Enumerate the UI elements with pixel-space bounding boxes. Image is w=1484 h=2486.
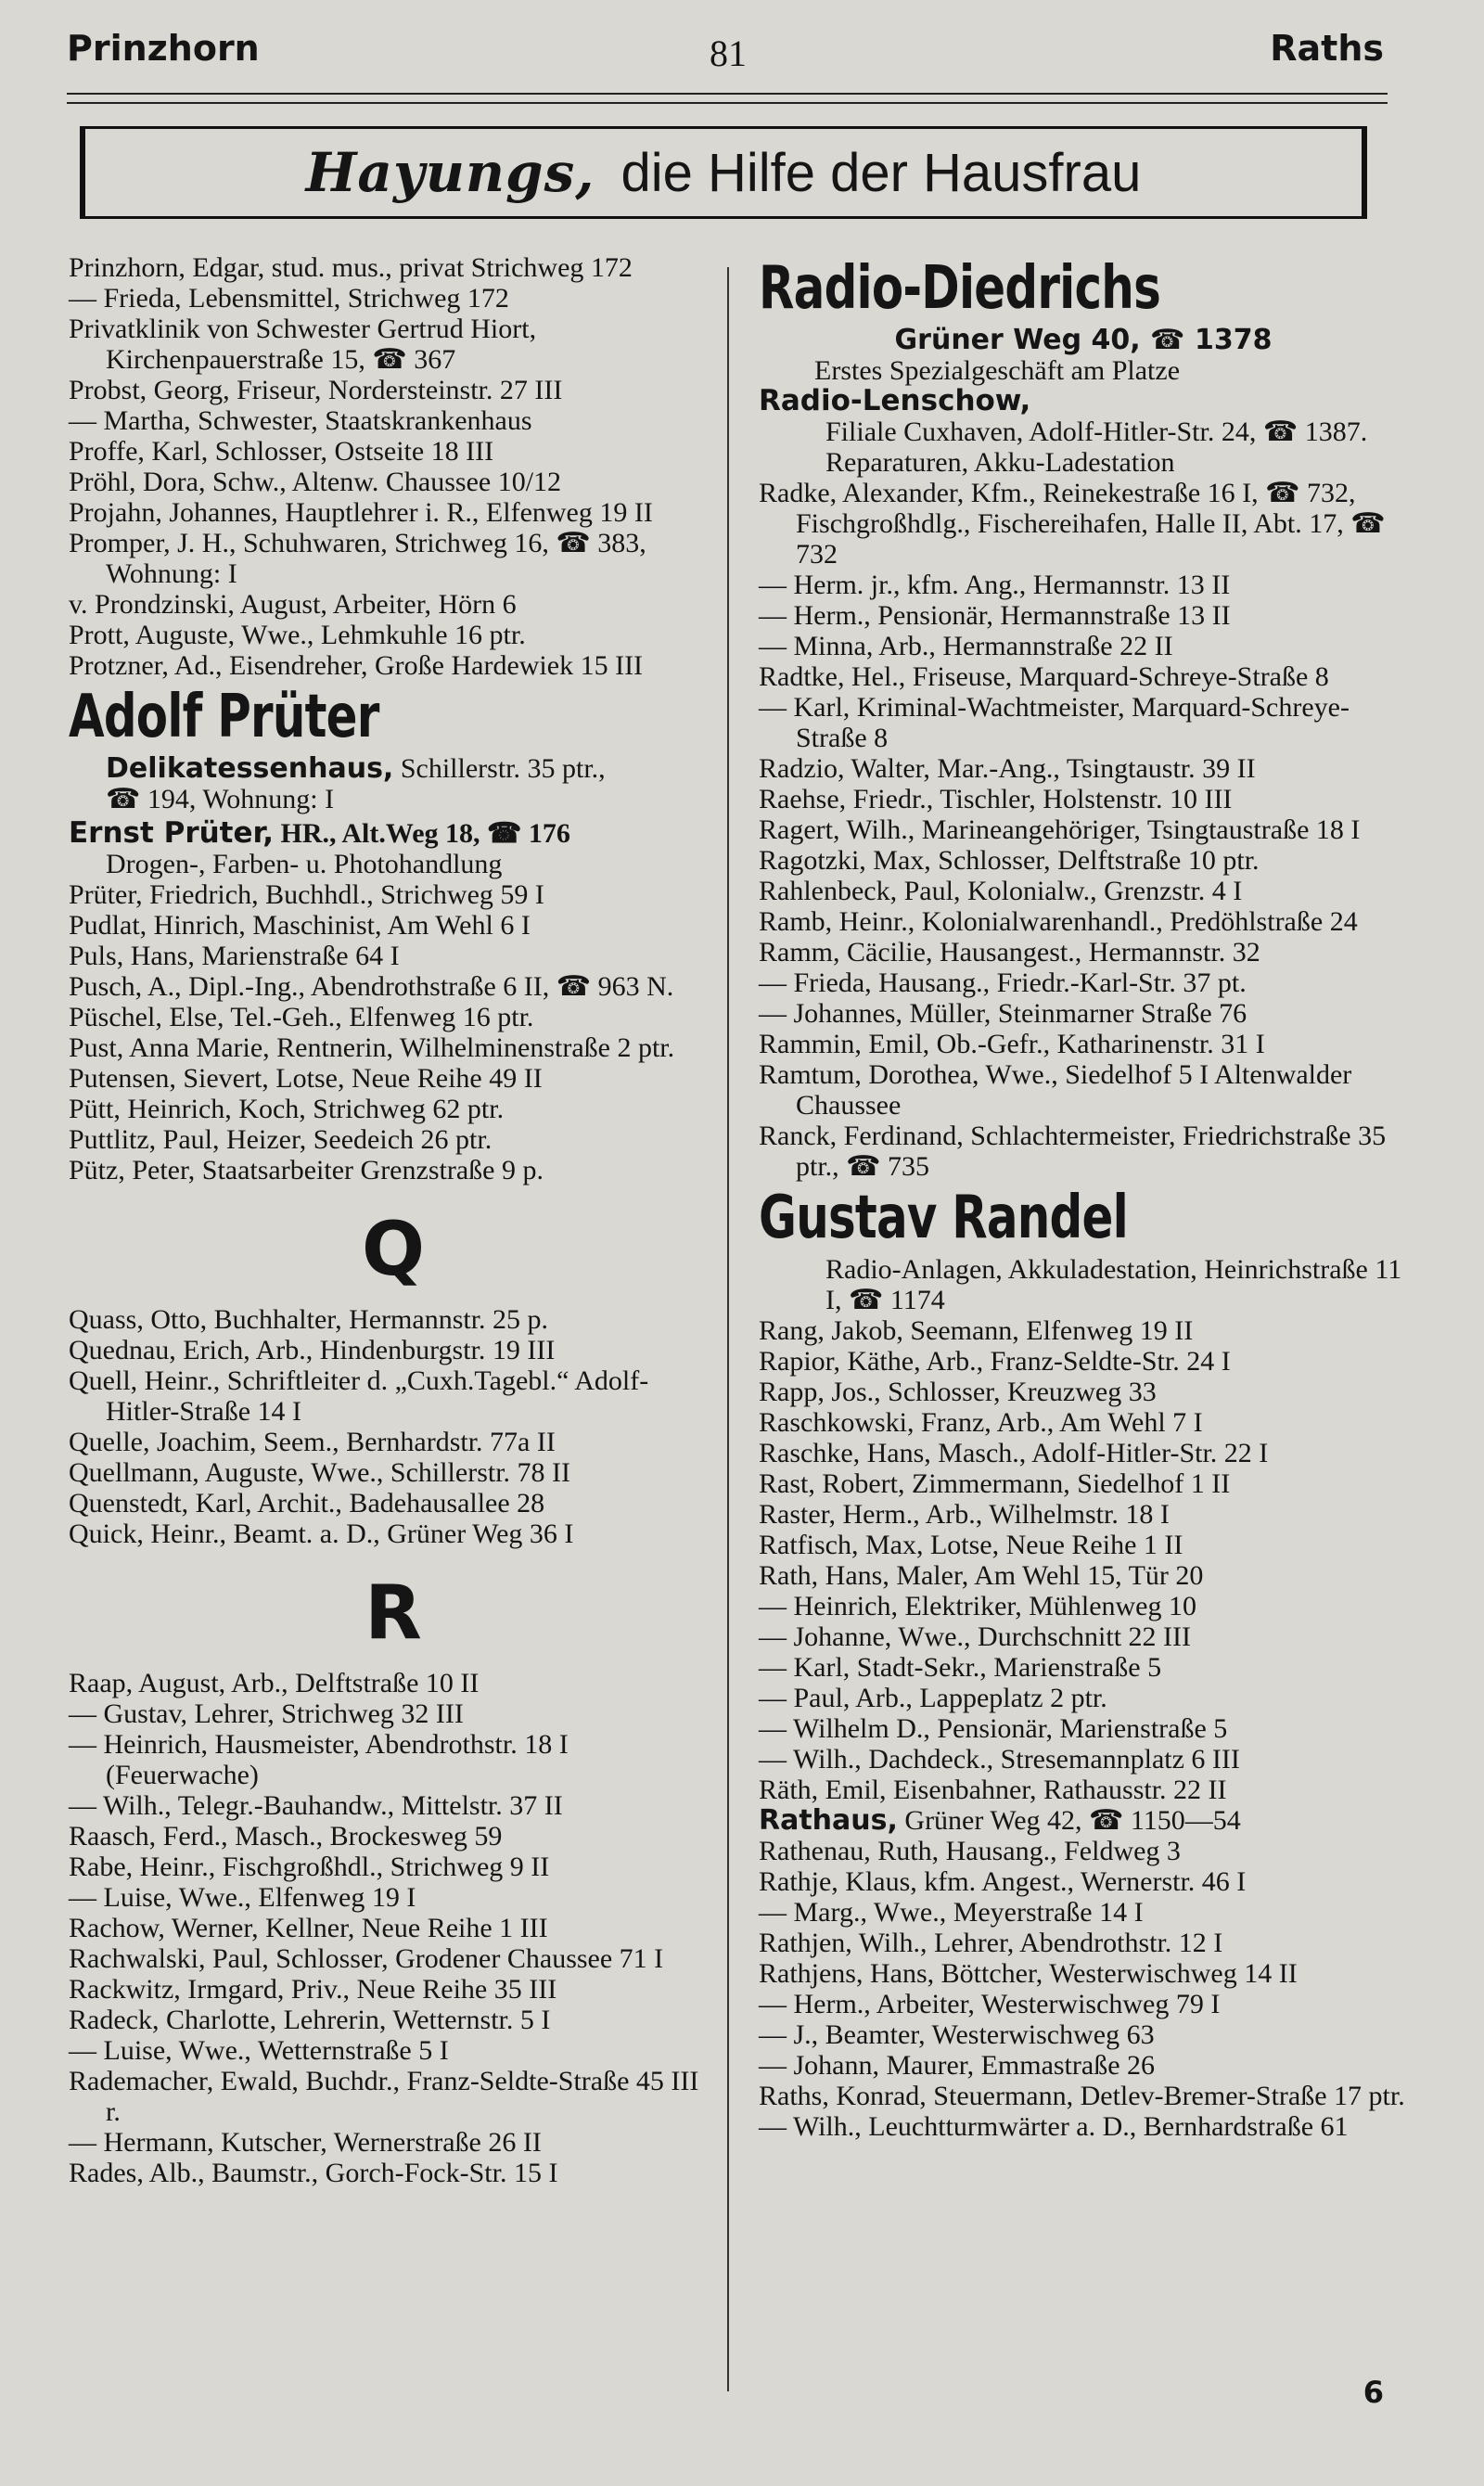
list-item: Pütt, Heinrich, Koch, Strichweg 62 ptr. — [69, 1094, 505, 1124]
entries-r-right-c — [759, 1836, 1408, 2142]
list-item: Raths, Konrad, Steuermann, Detlev-Bremer-Straße 17 ptr. — [759, 2081, 1405, 2111]
ad-gustav-randel — [759, 1182, 1408, 1315]
list-item: — Heinrich, Hausmeister, Abendrothstr. 18 I (Feuerwache) — [69, 1729, 569, 1790]
list-item: Rast, Robert, Zimmermann, Siedelhof 1 II — [759, 1468, 1231, 1499]
ad-adolf-prueter — [69, 681, 718, 814]
list-item: Rades, Alb., Baumstr., Gorch-Fock-Str. 15 I — [69, 2158, 558, 2188]
list-item: Pust, Anna Marie, Rentnerin, Wilhelminenstraße 2 ptr. — [69, 1032, 675, 1063]
list-item: Prüter, Friedrich, Buchhdl., Strichweg 59 I — [69, 879, 544, 910]
ad-ernst-line2: Drogen-, Farben- u. Photohandlung — [106, 849, 503, 879]
entries-p-mid — [69, 879, 718, 1185]
ad-radio-lenschow — [759, 386, 1408, 478]
ad-ernst-line1 — [69, 818, 718, 849]
list-item: Ranck, Ferdinand, Schlachtermeister, Friedrichstraße 35 ptr., ☎ 735 — [759, 1121, 1387, 1182]
list-item: Rapior, Käthe, Arb., Franz-Seldte-Str. 24 I — [759, 1346, 1231, 1377]
list-item: Rahlenbeck, Paul, Kolonialw., Grenzstr. 4 I — [759, 876, 1243, 906]
ad-prueter-line1 — [69, 753, 718, 784]
ad-prueter-line2: ☎ 194, Wohnung: I — [106, 784, 335, 814]
list-item: Rathjens, Hans, Böttcher, Westerwischweg 14 II — [759, 1958, 1298, 1989]
list-item: Rachwalski, Paul, Schlosser, Grodener Chaussee 71 I — [69, 1943, 664, 1974]
banner-tagline: die Hilfe der Hausfrau — [620, 142, 1142, 203]
left-column — [69, 252, 718, 2188]
hayungs-banner-ad — [80, 126, 1367, 219]
ad-radio-slogan: Erstes Spezialgeschäft am Platze — [814, 355, 1181, 386]
list-item: Raschkowski, Franz, Arb., Am Wehl 7 I — [759, 1407, 1203, 1438]
list-item: — Marg., Wwe., Meyerstraße 14 I — [759, 1897, 1144, 1928]
list-item: Privatklinik von Schwester Gertrud Hiort, Kirchenpauerstraße 15, ☎ 367 — [69, 314, 537, 375]
ad-lenschow-details: Filiale Cuxhaven, Adolf-Hitler-Str. 24, ☎ 1387. Reparaturen, Akku-Ladestation — [825, 416, 1368, 478]
header-rule-top — [67, 93, 1388, 95]
running-head — [0, 0, 1484, 93]
list-item: Prott, Auguste, Wwe., Lehmkuhle 16 ptr. — [69, 620, 526, 650]
list-item: Rathjen, Wilh., Lehrer, Abendrothstr. 12 I — [759, 1928, 1223, 1958]
rathaus-entry — [759, 1805, 1408, 1836]
list-item: — Wilhelm D., Pensionär, Marienstraße 5 — [759, 1713, 1228, 1744]
ad-ernst-name: Ernst Prüter, — [69, 816, 275, 850]
entries-r-right-a — [759, 478, 1408, 1182]
list-item: Quednau, Erich, Arb., Hindenburgstr. 19 III — [69, 1335, 556, 1365]
header-last-entry: Raths — [1270, 28, 1384, 69]
list-item: Ragert, Wilh., Marineangehöriger, Tsingtaustraße 18 I — [759, 814, 1361, 845]
list-item: — Johannes, Müller, Steinmarner Straße 76 — [759, 998, 1247, 1029]
list-item: Ramtum, Dorothea, Wwe., Siedelhof 5 I Altenwalder Chaussee — [759, 1059, 1352, 1121]
list-item: Promper, J. H., Schuhwaren, Strichweg 16, ☎ 383, Wohnung: I — [69, 528, 646, 589]
list-item: Quick, Heinr., Beamt. a. D., Grüner Weg 36 I — [69, 1519, 574, 1549]
list-item: Raehse, Friedr., Tischler, Holstenstr. 10 III — [759, 784, 1233, 814]
ad-radio-diedrichs — [759, 252, 1408, 386]
list-item: Rademacher, Ewald, Buchdr., Franz-Seldte-Straße 45 III r. — [69, 2066, 699, 2127]
list-item: Pütz, Peter, Staatsarbeiter Grenzstraße 9 p. — [69, 1155, 544, 1185]
list-item: — Paul, Arb., Lappeplatz 2 ptr. — [759, 1683, 1107, 1713]
ad-lenschow-name: Radio-Lenschow, — [759, 384, 1031, 417]
ad-ernst-address: HR., Alt.Weg 18, ☎ 176 — [274, 818, 570, 849]
list-item: Protzner, Ad., Eisendreher, Große Hardewiek 15 III — [69, 650, 644, 681]
list-item: Püschel, Else, Tel.-Geh., Elfenweg 16 ptr. — [69, 1002, 534, 1032]
list-item: Quellmann, Auguste, Wwe., Schillerstr. 78 II — [69, 1457, 571, 1488]
list-item: Ratfisch, Max, Lotse, Neue Reihe 1 II — [759, 1530, 1183, 1560]
list-item: — Hermann, Kutscher, Wernerstraße 26 II — [69, 2127, 542, 2158]
list-item: Ragotzki, Max, Schlosser, Delftstraße 10 ptr. — [759, 845, 1260, 876]
list-item: Pröhl, Dora, Schw., Altenw. Chaussee 10/12 — [69, 467, 562, 497]
list-item: Puls, Hans, Marienstraße 64 I — [69, 941, 400, 971]
entries-q — [69, 1304, 718, 1549]
ad-prueter-address: Schillerstr. 35 ptr., — [393, 753, 606, 784]
ad-randel-details: Radio-Anlagen, Akkuladestation, Heinrichstraße 11 I, ☎ 1174 — [825, 1254, 1402, 1315]
list-item: — Herm., Pensionär, Hermannstraße 13 II — [759, 600, 1231, 631]
list-item: Putensen, Sievert, Lotse, Neue Reihe 49 II — [69, 1063, 543, 1094]
right-column — [759, 252, 1408, 2142]
rathaus-details: Grüner Weg 42, ☎ 1150—54 — [897, 1805, 1241, 1836]
list-item: Ramm, Cäcilie, Hausangest., Hermannstr. 32 — [759, 937, 1260, 967]
list-item: Rapp, Jos., Schlosser, Kreuzweg 33 — [759, 1377, 1157, 1407]
ad-name-gustav-randel: Gustav Randel — [759, 1184, 1128, 1252]
list-item: — Luise, Wwe., Wetternstraße 5 I — [69, 2035, 449, 2066]
list-item: — Johann, Maurer, Emmastraße 26 — [759, 2050, 1156, 2081]
list-item: Raster, Herm., Arb., Wilhelmstr. 18 I — [759, 1499, 1170, 1530]
list-item: Räth, Emil, Eisenbahner, Rathausstr. 22 II — [759, 1775, 1227, 1805]
ad-name-adolf-prueter: Adolf Prüter — [69, 683, 379, 751]
page-number: 81 — [710, 32, 747, 74]
list-item: Quass, Otto, Buchhalter, Hermannstr. 25 p. — [69, 1304, 549, 1335]
list-item: Radke, Alexander, Kfm., Reinekestraße 16 I, ☎ 732, Fischgroßhdlg., Fischereihafen, Halle II, Abt. 17, ☎ 732 — [759, 478, 1386, 570]
list-item: Radeck, Charlotte, Lehrerin, Wetternstr. 5 I — [69, 2005, 551, 2035]
banner-brand: Hayungs, — [305, 141, 595, 204]
entries-r-right-b — [759, 1315, 1408, 1805]
list-item: Rang, Jakob, Seemann, Elfenweg 19 II — [759, 1315, 1194, 1346]
list-item: Rath, Hans, Maler, Am Wehl 15, Tür 20 — [759, 1560, 1204, 1591]
header-rule-bottom — [67, 102, 1388, 104]
list-item: Quenstedt, Karl, Archit., Badehausallee 28 — [69, 1488, 545, 1519]
ad-ernst-prueter — [69, 818, 718, 879]
list-item: — Heinrich, Elektriker, Mühlenweg 10 — [759, 1591, 1197, 1621]
rathaus-name: Rathaus, — [759, 1804, 898, 1837]
signature-mark: 6 — [1362, 2375, 1384, 2410]
list-item: — Wilh., Dachdeck., Stresemannplatz 6 III — [759, 1744, 1240, 1775]
header-first-entry: Prinzhorn — [67, 28, 260, 69]
list-item: Quelle, Joachim, Seem., Bernhardstr. 77a II — [69, 1427, 556, 1457]
list-item: Rathenau, Ruth, Hausang., Feldweg 3 — [759, 1836, 1181, 1866]
column-divider — [727, 267, 729, 2391]
list-item: — Karl, Kriminal-Wachtmeister, Marquard-Schreye-Straße 8 — [759, 692, 1350, 753]
list-item: v. Prondzinski, August, Arbeiter, Hörn 6 — [69, 589, 517, 620]
list-item: — Herm., Arbeiter, Westerwischweg 79 I — [759, 1989, 1221, 2019]
list-item: Rachow, Werner, Kellner, Neue Reihe 1 III — [69, 1913, 548, 1943]
ad-radio-address: Grüner Weg 40, ☎ 1378 — [894, 324, 1273, 356]
list-item: Projahn, Johannes, Hauptlehrer i. R., Elfenweg 19 II — [69, 497, 653, 528]
list-item: — Wilh., Leuchtturmwärter a. D., Bernhardstraße 61 — [759, 2111, 1349, 2142]
list-item: — Frieda, Lebensmittel, Strichweg 172 — [69, 283, 509, 314]
list-item: Ramb, Heinr., Kolonialwarenhandl., Predöhlstraße 24 — [759, 906, 1358, 937]
list-item: — J., Beamter, Westerwischweg 63 — [759, 2019, 1155, 2050]
list-item: — Frieda, Hausang., Friedr.-Karl-Str. 37 pt. — [759, 967, 1247, 998]
list-item: Rackwitz, Irmgard, Priv., Neue Reihe 35 III — [69, 1974, 557, 2005]
list-item: Quell, Heinr., Schriftleiter d. „Cuxh.Tagebl.“ Adolf-Hitler-Straße 14 I — [69, 1365, 649, 1427]
ad-prueter-business: Delikatessenhaus, — [106, 752, 394, 785]
list-item: — Martha, Schwester, Staatskrankenhaus — [69, 405, 532, 436]
list-item: — Karl, Stadt-Sekr., Marienstraße 5 — [759, 1652, 1162, 1683]
list-item: Raap, August, Arb., Delftstraße 10 II — [69, 1668, 480, 1698]
entries-r-left — [69, 1668, 718, 2188]
list-item: Probst, Georg, Friseur, Nordersteinstr. 27 III — [69, 375, 563, 405]
list-item: Rammin, Emil, Ob.-Gefr., Katharinenstr. 31 I — [759, 1029, 1265, 1059]
list-item: Puttlitz, Paul, Heizer, Seedeich 26 ptr. — [69, 1124, 493, 1155]
list-item: — Minna, Arb., Hermannstraße 22 II — [759, 631, 1173, 661]
list-item: Raschke, Hans, Masch., Adolf-Hitler-Str. 22 I — [759, 1438, 1269, 1468]
list-item: — Herm. jr., kfm. Ang., Hermannstr. 13 II — [759, 570, 1231, 600]
ad-name-radio-diedrichs: Radio-Diedrichs — [759, 254, 1160, 323]
list-item: — Johanne, Wwe., Durchschnitt 22 III — [759, 1621, 1191, 1652]
section-letter-q: Q — [361, 1206, 425, 1292]
list-item: Rabe, Heinr., Fischgroßhdl., Strichweg 9 II — [69, 1852, 550, 1882]
list-item: Rathje, Klaus, kfm. Angest., Wernerstr. 46 I — [759, 1866, 1247, 1897]
list-item: Proffe, Karl, Schlosser, Ostseite 18 III — [69, 436, 494, 467]
entries-p-top — [69, 252, 718, 681]
list-item: — Gustav, Lehrer, Strichweg 32 III — [69, 1698, 464, 1729]
list-item: Raasch, Ferd., Masch., Brockesweg 59 — [69, 1821, 503, 1852]
list-item: — Luise, Wwe., Elfenweg 19 I — [69, 1882, 416, 1913]
list-item: Radtke, Hel., Friseuse, Marquard-Schreye-Straße 8 — [759, 661, 1329, 692]
list-item: Prinzhorn, Edgar, stud. mus., privat Strichweg 172 — [69, 252, 633, 283]
list-item: Pudlat, Hinrich, Maschinist, Am Wehl 6 I — [69, 910, 531, 941]
list-item: Radzio, Walter, Mar.-Ang., Tsingtaustr. 39 II — [759, 753, 1256, 784]
list-item: — Wilh., Telegr.-Bauhandw., Mittelstr. 37 II — [69, 1790, 563, 1821]
list-item: Pusch, A., Dipl.-Ing., Abendrothstraße 6 II, ☎ 963 N. — [69, 971, 674, 1002]
section-letter-r: R — [365, 1570, 422, 1656]
